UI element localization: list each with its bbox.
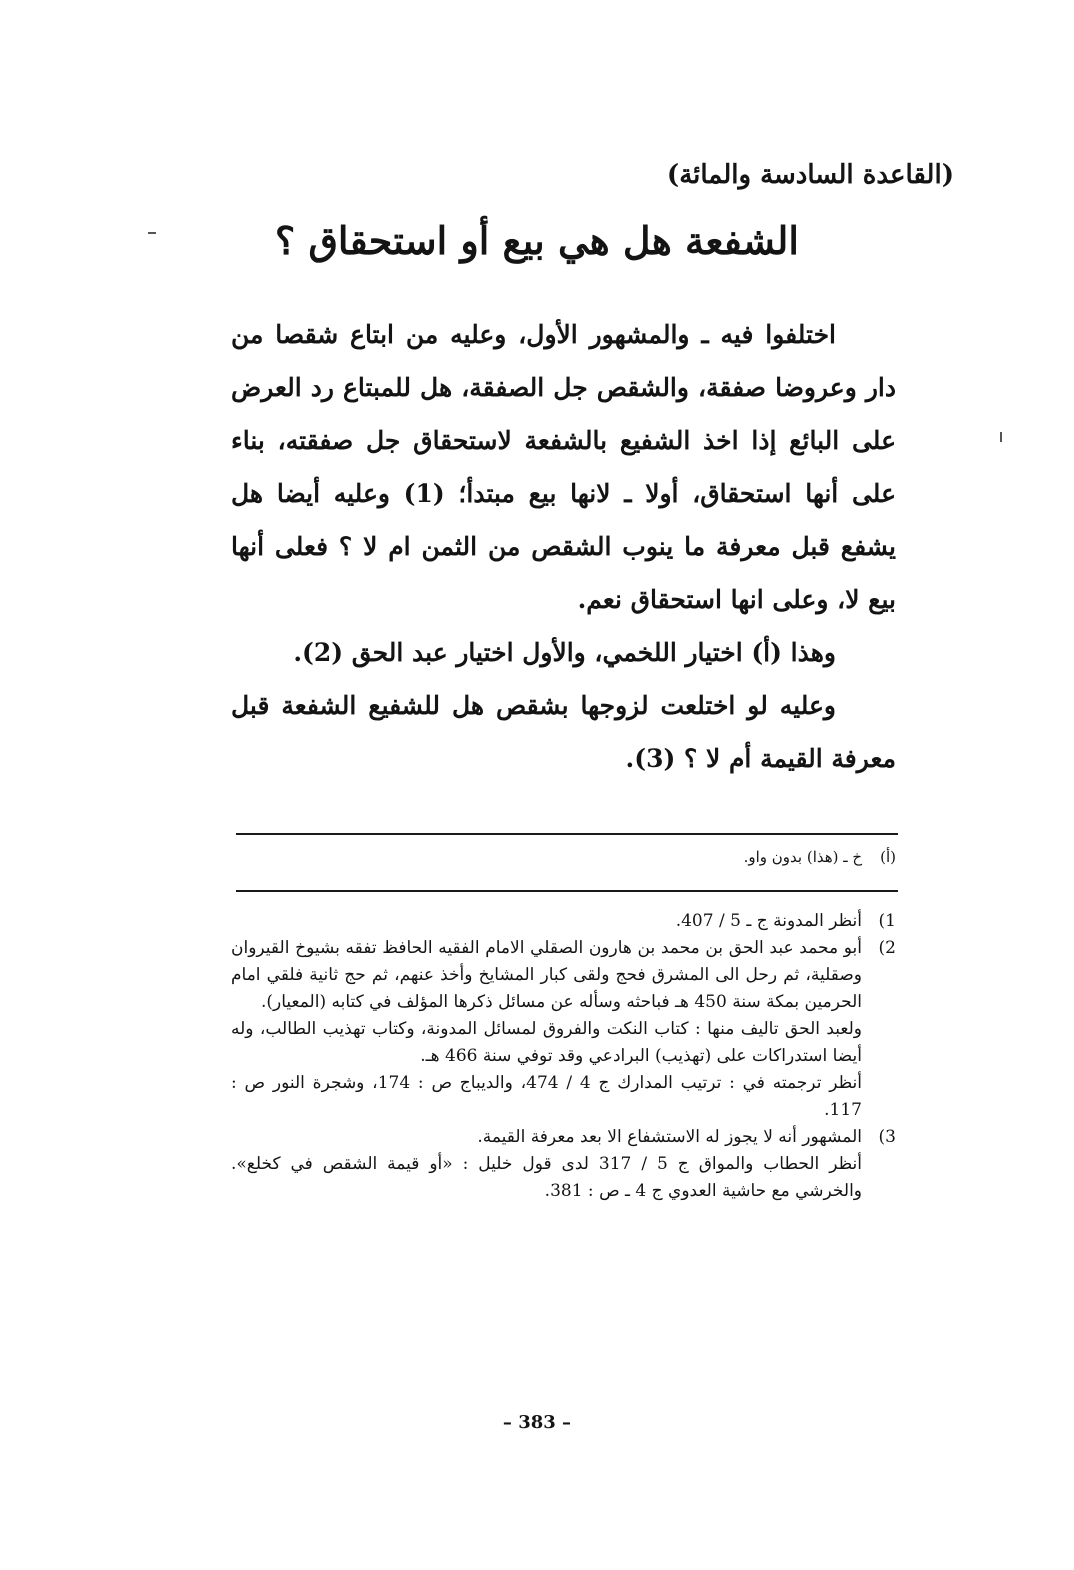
page-title: الشفعة هل هي بيع أو استحقاق ؟ (275, 218, 799, 263)
footnote-number: 3) (878, 1127, 896, 1147)
body-paragraph: اختلفوا فيه ـ والمشهور الأول، وعليه من ابتاع شقصا من دار وعروضا صفقة، والشقص جل الصفقة، هل للمبتاع رد العرض على البائع إذا اخذ الشفيع بالشفعة لاستحقاق جل صفقته، بناء على أنها استحقاق، أولا ـ لانها بيع مبتدأ؛ (1) وعليه أيضا هل يشفع قبل معرفة ما ينوب الشقص من الثمن ام لا ؟ فعلى أنها بيع لا، وعلى انها استحقاق نعم. (231, 320, 896, 614)
footnote-text: أنظر ترجمته في : ترتيب المدارك ج 4 / 474، والديباج ص : 174، وشجرة النور ص : 117. (231, 1073, 862, 1120)
page-number: – 383 – (502, 1412, 572, 1433)
footnote-text: أنظر الحطاب والمواق ج 5 / 317 لدى قول خليل : «أو قيمة الشقص في كخلع». والخرشي مع حاشية العدوي ج 4 ـ ص : 381. (231, 1154, 863, 1201)
variant-note (744, 848, 896, 866)
divider (236, 890, 898, 892)
body-paragraph: وهذا (أ) اختيار اللخمي، والأول اختيار عبد الحق (2). (293, 638, 836, 667)
variant-text: خ ـ (هذا) بدون واو. (743, 848, 863, 866)
footnote (231, 1124, 896, 1205)
footnote-number: 2) (878, 938, 896, 958)
rule-heading: (القاعدة السادسة والمائة) (666, 160, 954, 190)
footnote-text: أنظر المدونة ج ـ 5 / 407. (675, 911, 862, 931)
footnote-text: المشهور أنه لا يجوز له الاستشفاع الا بعد معرفة القيمة. (477, 1127, 862, 1147)
footnote-text: أبو محمد عبد الحق بن محمد بن هارون الصقلي الامام الفقيه الحافظ تفقه بشيوخ القيروان وصقلية، ثم رحل الى المشرق فحج ولقى كبار المشايخ وأخذ عنهم، ثم حج ثانية فلقي امام الحرمين بمكة سنة 450 هـ فباحثه وسأله عن مسائل ذكرها المؤلف في كتابه (المعيار). (231, 938, 862, 1012)
body-paragraph: وعليه لو اختلعت لزوجها بشقص هل للشفيع الشفعة قبل معرفة القيمة أم لا ؟ (3). (231, 691, 896, 773)
main-text (231, 308, 896, 785)
scan-speck (1000, 432, 1002, 442)
footnote (231, 935, 896, 1124)
variant-marker: (أ) (880, 848, 896, 866)
footnote-number: 1) (878, 911, 896, 931)
footnotes (231, 908, 896, 1205)
divider (236, 833, 898, 835)
footnote (231, 908, 896, 935)
footnote-text: ولعبد الحق تاليف منها : كتاب النكت والفروق لمسائل المدونة، وكتاب تهذيب الطالب، وله أيضا استدراكات على (تهذيب) البرادعي وقد توفي سنة 466 هـ. (231, 1019, 862, 1066)
